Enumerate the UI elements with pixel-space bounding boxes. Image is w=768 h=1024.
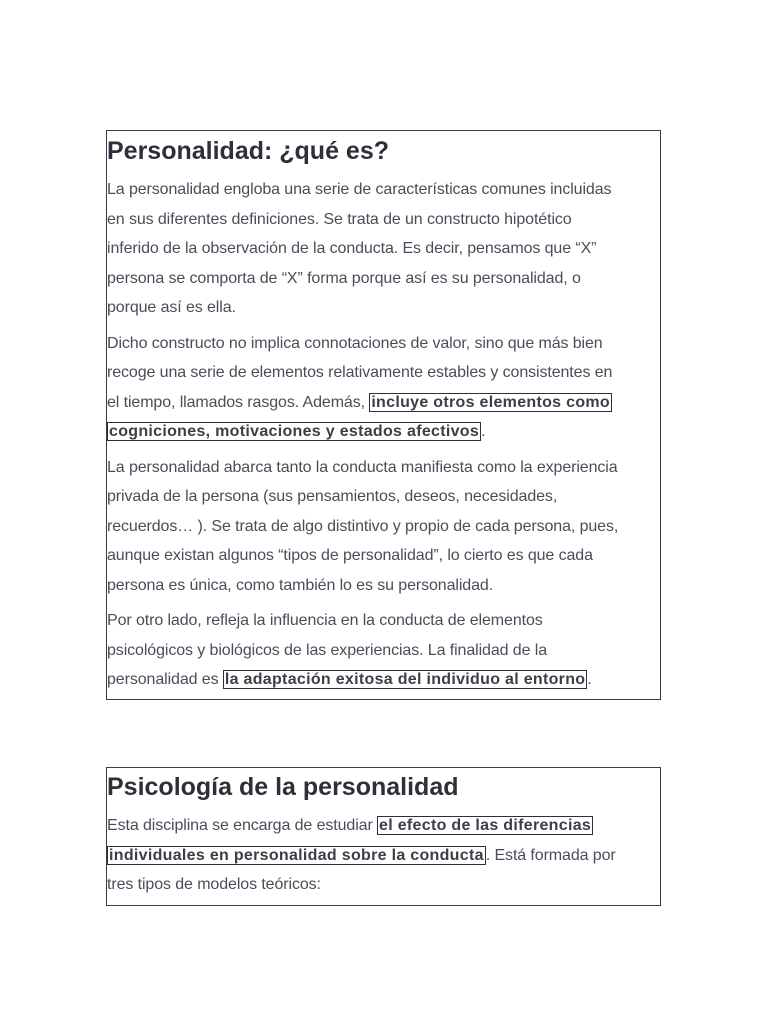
text-line: La personalidad abarca tanto la conducta manifiesta como la experiencia <box>107 458 618 476</box>
text-line: recoge una serie de elementos relativamente estables y consistentes en <box>107 364 613 381</box>
text-line: recuerdos… ). Se trata de algo distintivo y propio de cada persona, pues, <box>107 517 619 535</box>
text-line: personalidad es <box>107 671 223 688</box>
text-line: Dicho constructo no implica connotaciones de valor, sino que más bien <box>107 334 603 352</box>
paragraph-influencia <box>107 606 660 695</box>
section-title: Psicología de la personalidad <box>107 773 459 801</box>
text-line: Esta disciplina se encarga de estudiar <box>107 817 378 834</box>
text-line: porque así es ella. <box>107 299 236 316</box>
text-line: aunque existan algunos “tipos de personalidad”, lo cierto es que cada <box>107 547 593 564</box>
section-title: Personalidad: ¿qué es? <box>107 137 390 165</box>
text-end: . <box>481 423 486 440</box>
text-line: . Está formada por <box>485 846 616 864</box>
text-end: . <box>587 671 592 688</box>
text-line: persona se comporta de “X” forma porque así es su personalidad, o <box>107 269 581 287</box>
text-line: el tiempo, llamados rasgos. Además, <box>107 393 370 411</box>
paragraph-conducta <box>107 453 660 601</box>
text-line: La personalidad engloba una serie de características comunes incluidas <box>107 181 612 198</box>
text-line: persona es única, como también lo es su personalidad. <box>107 576 494 594</box>
highlight-text: individuales en personalidad sobre la conducta <box>109 846 484 864</box>
highlight-text: incluye otros elementos como <box>371 393 610 411</box>
text-line: privada de la persona (sus pensamientos, deseos, necesidades, <box>107 488 558 505</box>
highlight-text: el efecto de las diferencias <box>379 817 592 834</box>
section-psicologia <box>106 767 661 906</box>
text-line: Por otro lado, refleja la influencia en la conducta de elementos <box>107 612 543 629</box>
section-personalidad <box>106 130 661 700</box>
highlight-text: la adaptación exitosa del individuo al entorno <box>224 671 586 688</box>
text-line: en sus diferentes definiciones. Se trata de un constructo hipotético <box>107 210 572 228</box>
text-line: tres tipos de modelos teóricos: <box>107 876 321 893</box>
paragraph-disciplina <box>107 811 660 900</box>
text-line: inferido de la observación de la conducta. Es decir, pensamos que “X” <box>107 240 597 257</box>
paragraph-definition <box>107 175 660 323</box>
paragraph-constructo <box>107 329 660 447</box>
highlight-text: cogniciones, motivaciones y estados afectivos <box>109 423 480 440</box>
text-line: psicológicos y biológicos de las experiencias. La finalidad de la <box>107 641 547 659</box>
